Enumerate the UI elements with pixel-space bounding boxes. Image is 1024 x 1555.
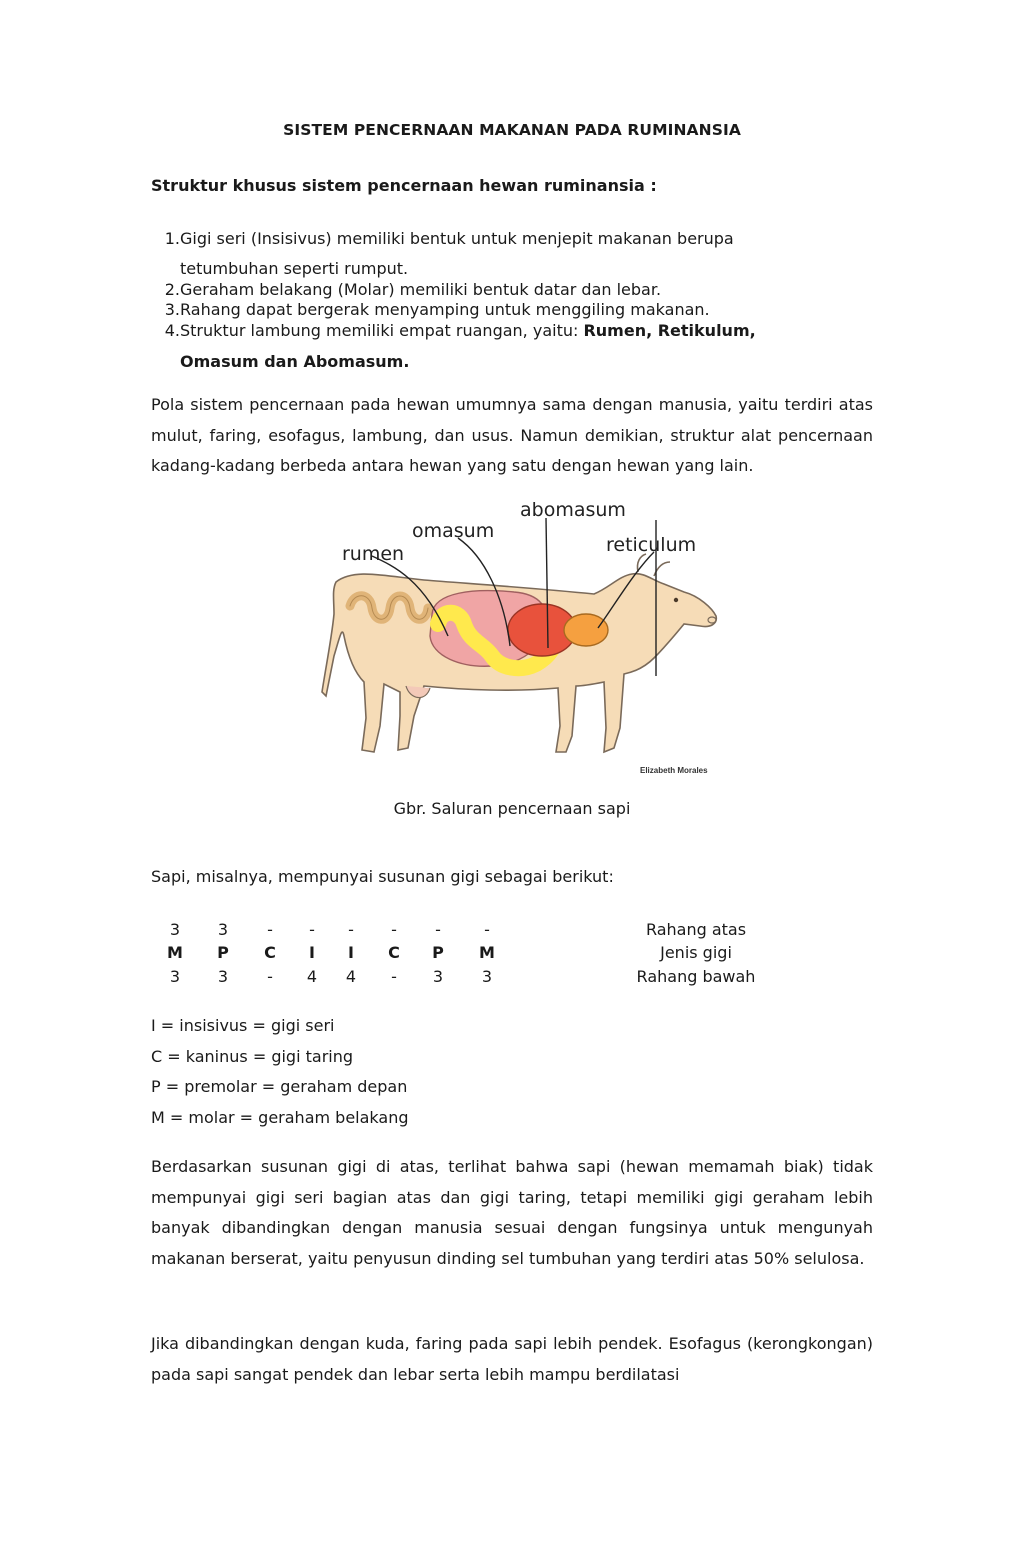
table-cell: - [435,920,441,939]
label-rumen: rumen [342,543,405,565]
table-cell: - [391,920,397,939]
list-number: 1. [164,229,180,248]
list-item-continuation: Omasum dan Abomasum. [180,352,410,371]
label-abomasum: abomasum [520,499,626,521]
list-text [180,321,756,340]
list-number: 3. [164,300,180,319]
table-cell: P [217,943,229,962]
paragraph-teeth-intro: Sapi, misalnya, mempunyai susunan gigi sebagai berikut: [151,867,614,886]
page-title: SISTEM PENCERNAAN MAKANAN PADA RUMINANSIA [283,121,741,139]
row-label: Rahang bawah [636,967,756,986]
list-number: 2. [164,280,180,299]
cow-digestive-diagram [314,496,724,778]
table-cell: C [388,943,400,962]
figure-credit: Elizabeth Morales [640,766,708,775]
list-text: Rahang dapat bergerak menyamping untuk menggiling makanan. [180,300,710,319]
teeth-legend [151,1011,409,1133]
list-item [151,300,710,319]
table-cell: - [267,967,273,986]
label-reticulum: reticulum [606,534,697,556]
paragraph-comparison: Jika dibandingkan dengan kuda, faring pada sapi lebih pendek. Esofagus (kerongkongan) pada sapi sangat pendek dan lebar serta lebih mampu berdilatasi [151,1334,873,1384]
table-cell: - [391,967,397,986]
legend-item: C = kaninus = gigi taring [151,1046,354,1066]
table-cell: C [264,943,276,962]
table-cell: 3 [481,967,493,986]
table-cell: - [484,920,490,939]
table-cell: M [167,943,183,962]
table-cell: 3 [169,920,181,939]
row-label: Jenis gigi [660,943,732,962]
list-item [151,280,662,299]
table-cell: P [432,943,444,962]
table-cell: - [309,920,315,939]
table-cell: 4 [306,967,318,986]
table-cell: - [267,920,273,939]
paragraph-teeth-explanation: Berdasarkan susunan gigi di atas, terlihat bahwa sapi (hewan memamah biak) tidak mempunyai gigi seri bagian atas dan gigi taring, tetapi memiliki gigi geraham lebih banyak dibandingkan dengan manusia sesuai dengan fungsinya untuk mengunyah makanan berserat, yaitu penyusun dinding sel tumbuhan yang terdiri atas 50% selulosa. [151,1157,873,1268]
legend-item: I = insisivus = gigi seri [151,1016,335,1035]
table-cell: I [309,943,315,962]
table-cell: - [348,920,354,939]
table-cell: 3 [169,967,181,986]
table-cell: M [479,943,495,962]
list-text-bold: Rumen, Retikulum, [583,321,756,340]
label-omasum: omasum [412,520,495,542]
table-cell: 3 [432,967,444,986]
list-text: Geraham belakang (Molar) memiliki bentuk datar dan lebar. [180,280,662,299]
paragraph-intro: Pola sistem pencernaan pada hewan umumnya sama dengan manusia, yaitu terdiri atas mulut, faring, esofagus, lambung, dan usus. Namun demikian, struktur alat pencernaan kadang-kadang berbeda antara hewan yang satu dengan hewan yang lain. [151,395,873,475]
list-text: Gigi seri (Insisivus) memiliki bentuk untuk menjepit makanan berupa [180,229,734,248]
list-number: 4. [164,321,180,340]
list-text-plain: Struktur lambung memiliki empat ruangan, yaitu: [180,321,584,340]
table-cell: I [348,943,354,962]
list-item-continuation: tetumbuhan seperti rumput. [180,259,409,278]
table-cell: 3 [217,920,229,939]
figure-caption: Gbr. Saluran pencernaan sapi [393,799,631,818]
cow-illustration [314,496,724,778]
table-cell: 4 [345,967,357,986]
row-label: Rahang atas [645,920,747,939]
section-subtitle: Struktur khusus sistem pencernaan hewan ruminansia : [151,176,657,195]
table-cell: 3 [217,967,229,986]
legend-item: M = molar = geraham belakang [151,1107,409,1127]
legend-item: P = premolar = geraham depan [151,1077,408,1096]
list-item [151,229,734,248]
list-item [151,321,756,340]
